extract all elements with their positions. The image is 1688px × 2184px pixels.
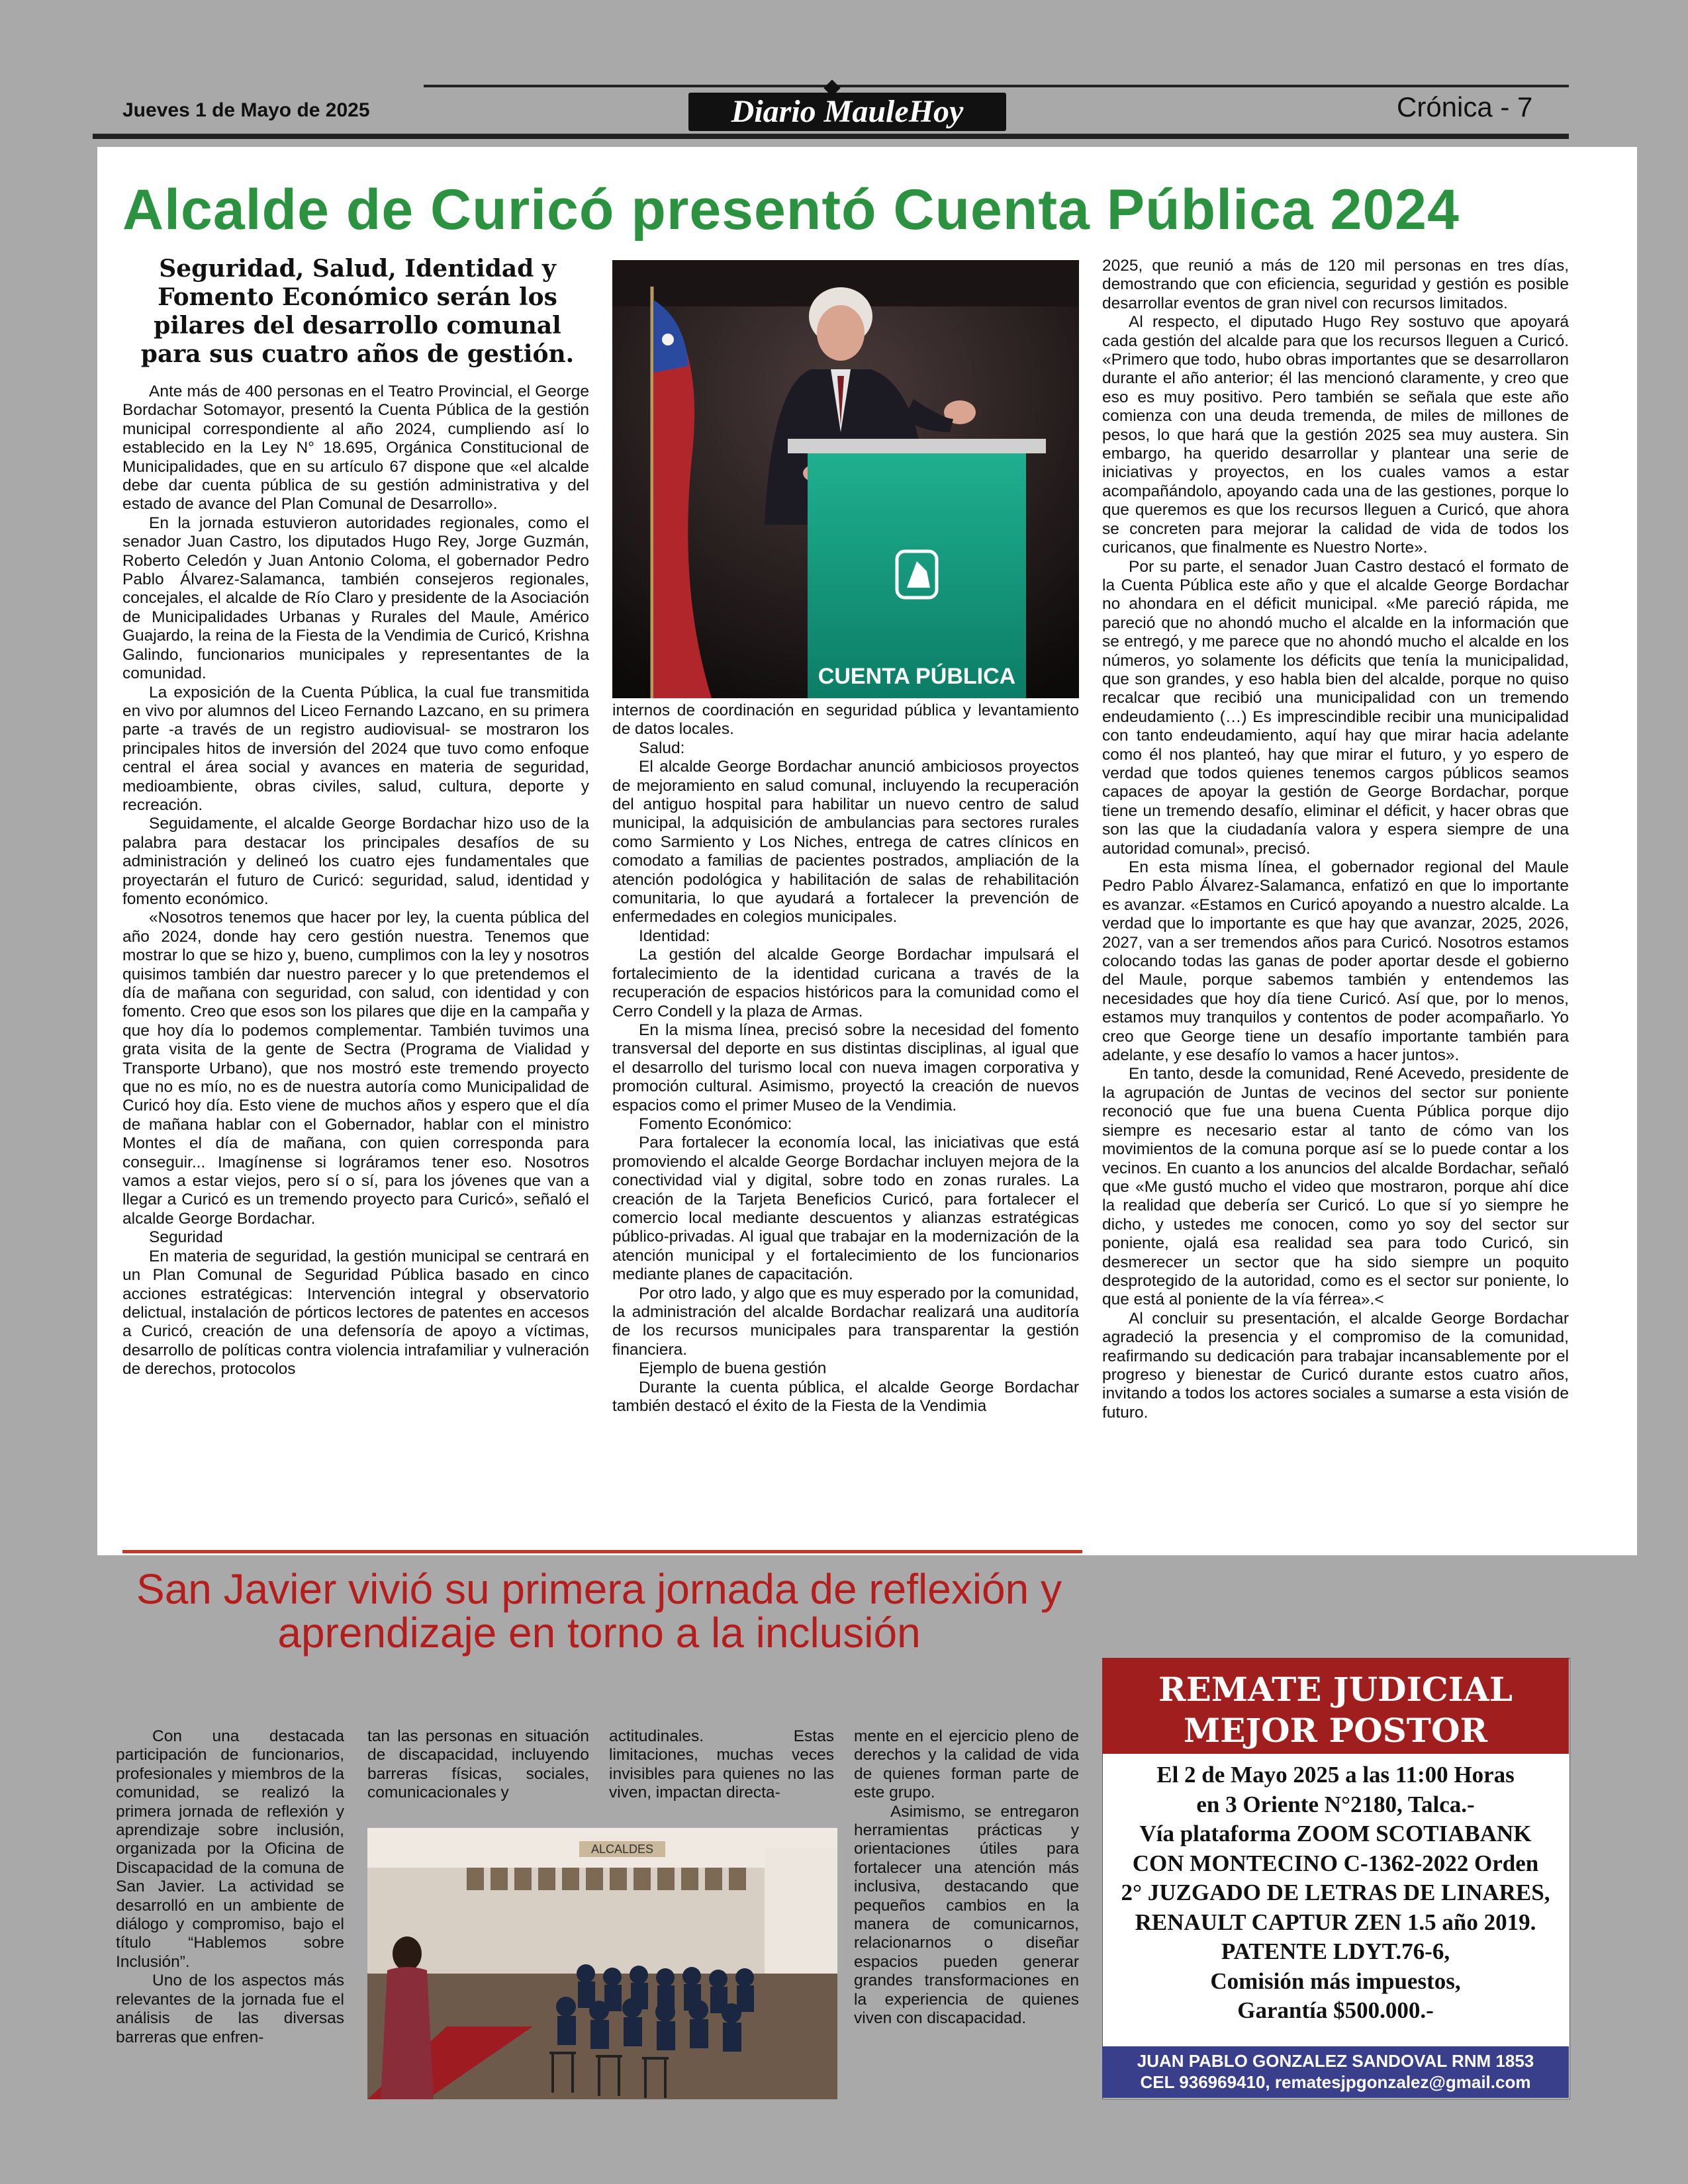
- header-rule-bottom: [93, 134, 1569, 139]
- ad-title-line: REMATE JUDICIAL: [1158, 1670, 1513, 1709]
- ad-line: Garantía $500.000.-: [1237, 1997, 1434, 2023]
- ad-line: en 3 Oriente N°2180, Talca.-: [1196, 1791, 1475, 1817]
- paragraph: En materia de seguridad, la gestión municipal se centrará en un Plan Comunal de Seguridad Pública basado en cinco acciones estratégicas: Intervención integral y observatorio delictual, instalación de pórticos lectores de patentes en accesos a Curicó, creación de una defensoría de apoyo a víctimas, desarrollo de políticas contra violencia intrafamiliar y vulneración de derechos, protocolos: [122, 1247, 589, 1379]
- second-article-column-3: [609, 1727, 834, 1803]
- main-article-subtitle: Seguridad, Salud, Identidad y Fomento Económico serán los pilares del desarrollo comunal para sus cuatro años de gestión.: [140, 255, 575, 368]
- header-rule-top: [424, 85, 1569, 87]
- photo-sign-text: ALCALDES: [590, 1843, 654, 1856]
- paragraph: Uno de los aspectos más relevantes de la jornada fue el análisis de las diversas barreras que enfren-: [116, 1972, 344, 2046]
- paragraph: En esta misma línea, el gobernador regional del Maule Pedro Pablo Álvarez-Salamanca, enfatizó en que lo importante es avanzar. «Estamos en Curicó apoyando a nuestro alcalde. La verdad que lo importante es que hay que avanzar, 2025, 2026, 2027, van a ser tremendos años para Curicó. Nosotros estamos colocando todas las ganas de poder aportar desde el gobierno del Maule, porque sabemos también y entendemos las necesidades que hoy día tiene Curicó. Así que, por lo menos, estamos muy tranquilos y contentos de poder acompañarlo. Yo creo que George tiene un desafío importante también para adelante, y ese desafío lo vamos a hacer juntos».: [1102, 858, 1569, 1065]
- podium-caption: CUENTA PÚBLICA: [818, 664, 1016, 689]
- paragraph: Al respecto, el diputado Hugo Rey sostuvo que apoyará cada gestión del alcalde para que los recursos lleguen a Curicó. «Primero que todo, hubo obras importantes que se desarrollaron durante el año anterior; él las mencionó claramente, y creo que eso es muy positivo. Pero también se señala que este año comienza con una deuda tremenda, de miles de millones de pesos, lo que hará que la gestión 2025 sea muy austera. Sin embargo, ha querido desarrollar y plantear una serie de iniciativas y proyectos, en los cuales vamos a estar acompañándolo, apoyando cada una de las gestiones, porque lo que queremos es que los recursos lleguen a Curicó, que ahora se concreten para mejorar la calidad de vida de todos los curicanos, que finalmente es Nuestro Norte».: [1102, 313, 1569, 557]
- ad-line: Vía plataforma ZOOM SCOTIABANK: [1139, 1821, 1532, 1846]
- mayor-podium-photo: [612, 260, 1079, 698]
- paragraph: En tanto, desde la comunidad, René Acevedo, presidente de la agrupación de Juntas de vecinos del sector sur poniente reconoció que fue una buena Cuenta Pública porque dijo siempre es necesario estar al tanto de cómo van los movimientos de la comuna porque así se lo puede contar a los vecinos. En cuanto a los anuncios del alcalde Bordachar, señaló que «Me gustó mucho el video que mostraron, porque ahí dice la realidad que debería ser Curicó. Lo que sí yo siempre he dicho, y ustedes me conocen, como yo soy del sector sur poniente, ojalá esa realidad sea para todo Curicó, sin desmerecer un sector que ha sido siempre un poquito desprotegido de la autoridad, como es el sector sur poniente, lo que está al poniente de la vía férrea».<: [1102, 1065, 1569, 1309]
- auction-ad-contact: [1102, 2050, 1569, 2093]
- paragraph: Durante la cuenta pública, el alcalde George Bordachar también destacó el éxito de la Fiesta de la Vendimia: [612, 1378, 1079, 1416]
- ad-title-line: MEJOR POSTOR: [1183, 1711, 1488, 1750]
- second-article-title: San Javier vivió su primera jornada de reflexión y aprendizaje en torno a la inclusión: [136, 1565, 1062, 1657]
- ad-line: Comisión más impuestos,: [1210, 1968, 1461, 1994]
- paragraph: Ante más de 400 personas en el Teatro Provincial, el George Bordachar Sotomayor, presentó la Cuenta Pública de la gestión municipal correspondiente al año 2024, cumpliendo así lo establecido en la Ley N° 18.695, Orgánica Constitucional de Municipalidades, que en su artículo 67 dispone que «el alcalde debe dar cuenta pública de su gestión administrativa y del estado de avance del Plan Comunal de Desarrollo».: [122, 383, 589, 514]
- second-article-column-1: [116, 1727, 344, 2047]
- paragraph: 2025, que reunió a más de 120 mil personas en tres días, demostrando que con eficiencia, seguridad y gestión es posible desarrollar eventos de gran nivel con recursos limitados.: [1102, 257, 1569, 312]
- ad-contact-details: CEL 936969410, rematesjpgonzalez@gmail.com: [1140, 2072, 1531, 2092]
- ad-line: 2° JUZGADO DE LETRAS DE LINARES,: [1121, 1880, 1550, 1905]
- auction-ad-title: [1102, 1669, 1569, 1751]
- section-heading: Ejemplo de buena gestión: [639, 1359, 827, 1378]
- second-article-column-4: [854, 1727, 1079, 2028]
- paragraph: La gestión del alcalde George Bordachar impulsará el fortalecimiento de la identidad curicana a través de la recuperación de espacios históricos para la comunidad como el Cerro Condell y la plaza de Armas.: [612, 946, 1079, 1021]
- section-heading: Seguridad: [149, 1228, 223, 1247]
- newspaper-logo: Diario MauleHoy: [688, 93, 1006, 131]
- paragraph: Asimismo, se entregaron herramientas prácticas y orientaciones útiles para fortalecer una atención más inclusiva, destacando que pequeños cambios en la manera de comunicarnos, relacionarnos o diseñar espacios pueden generar grandes transformaciones en la experiencia de quienes viven con discapacidad.: [854, 1802, 1079, 2028]
- paragraph: Por su parte, el senador Juan Castro destacó el formato de la Cuenta Pública este año y que el alcalde George Bordachar no ahondara en el déficit municipal. «Me pareció rápida, me pareció que no ahondó mucho el alcalde en la información que se entregó, y me parece que no ahondó mucho el alcalde en los números, yo solamente los déficits que tenía la municipalidad, que son grandes, y eso habla bien del alcalde, porque no quiso recalcar que recibió una municipalidad con un tremendo endeudamiento (…) Es imprescindible recibir una municipalidad con tanto endeudamiento, aquí hay que mirar hacia adelante como él nos planteó, hay que mirar el futuro, y yo espero de verdad que todos quienes tenemos cargos públicos seamos capaces de apoyar la gestión de George Bordachar, porque tiene un tremendo desafío, eliminar el déficit, y hacer obras que son las que la ciudadanía valora y espera siempre de una autoridad comunal», precisó.: [1102, 557, 1569, 858]
- ad-line: RENAULT CAPTUR ZEN 1.5 año 2019.: [1135, 1909, 1536, 1935]
- photo-illustration: [612, 260, 1079, 698]
- section-heading: Fomento Económico:: [639, 1115, 792, 1133]
- paragraph: Seguidamente, el alcalde George Bordachar hizo uso de la palabra para destacar los principales desafíos de su administración y delineó los cuatro ejes fundamentales que proyectarán el futuro de Curicó: seguridad, salud, identidad y fomento económico.: [122, 815, 589, 908]
- paragraph: tan las personas en situación de discapacidad, incluyendo barreras físicas, sociales, comunicacionales y: [367, 1727, 589, 1802]
- paragraph: En la misma línea, precisó sobre la necesidad del fomento transversal del deporte en sus distintas disciplinas, al igual que el desarrollo del turismo local con nueva imagen corporativa y promoción cultural. Asimismo, proyectó la creación de nuevos espacios como el primer Museo de la Vendimia.: [612, 1021, 1079, 1115]
- paragraph: internos de coordinación en seguridad pública y levantamiento de datos locales.: [612, 702, 1079, 739]
- paragraph: «Nosotros tenemos que hacer por ley, la cuenta pública del año 2024, donde hay cero gestión nuestra. Tenemos que mostrar lo que se hizo y, bueno, cumplimos con la ley y nosotros quisimos también dar nuestro parecer y lo que pretendemos el día de mañana con seguridad, con salud, con identidad y con fomento. Creo que esos son los pilares que dije en la campaña y que hoy día lo podemos complementar. También tuvimos una grata visita de la gente de Sectra (Programa de Vialidad y Transporte Urbano), que nos mostró este tremendo proyecto que no es mío, no es de nuestra autoría como Municipalidad de Curicó hoy día. Esto viene de muchos años y espero que el día de mañana hablar con el Gobernador, hablar con el ministro Montes el día de mañana, con quien corresponda para conseguir... Imagínense si lográramos tener eso. Nosotros vamos a estar viejos, pero sí o sí, para los jóvenes que van a llegar a Curicó es un tremendo proyecto para Curicó», señaló el alcalde George Bordachar.: [122, 909, 589, 1228]
- auction-ad-body: [1102, 1760, 1569, 2026]
- main-article-title: Alcalde de Curicó presentó Cuenta Pública 2024: [122, 178, 1460, 242]
- paragraph: Por otro lado, y algo que es muy esperado por la comunidad, la administración del alcalde Bordachar realizará una auditoría de los recursos municipales para transparentar la gestión financiera.: [612, 1284, 1079, 1359]
- inclusion-workshop-photo: [367, 1828, 837, 2099]
- paragraph: Al concluir su presentación, el alcalde George Bordachar agradeció la presencia y el compromiso de la comunidad, reafirmando su dedicación para trabajar incansablemente por el progreso y bienestar de Curicó durante estos cuatro años, invitando a todos los actores sociales a sumarse a esta visión de futuro.: [1102, 1309, 1569, 1422]
- section-heading: Salud:: [639, 739, 685, 757]
- main-article-column-1: [122, 383, 589, 1379]
- ad-line: El 2 de Mayo 2025 a las 11:00 Horas: [1156, 1762, 1515, 1788]
- second-article-column-2: [367, 1727, 589, 1803]
- paragraph: Con una destacada participación de funcionarios, profesionales y miembros de la comunidad, se realizó la primera jornada de reflexión y aprendizaje sobre inclusión, organizada por la Oficina de Discapacidad de la comuna de San Javier. La actividad se desarrolló en un ambiente de diálogo y compromiso, bajo el título “Hablemos sobre Inclusión”.: [116, 1727, 344, 1971]
- paragraph: El alcalde George Bordachar anunció ambiciosos proyectos de mejoramiento en salud comunal, incluyendo la recuperación del antiguo hospital para habilitar un nuevo centro de salud municipal, la adquisición de ambulancias para sectores rurales como Sarmiento y Los Niches, entrega de catres clínicos en comodato a familias de pacientes postrados, ampliación de la atención podológica y habilitación de salas de rehabilitación comunitaria, lo que ayudará a fortalecer la prevención de enfermedades en colegios municipales.: [612, 758, 1079, 927]
- ad-contact-name: JUAN PABLO GONZALEZ SANDOVAL RNM 1853: [1137, 2051, 1534, 2071]
- paragraph: La exposición de la Cuenta Pública, la cual fue transmitida en vivo por alumnos del Liceo Fernando Lazcano, en su primera parte -a través de un registro audiovisual- se mostraron los principales hitos de inversión del 2024 que tuvo como enfoque central el área social y avances en materia de seguridad, medioambiente, obras civiles, salud, cultura, deporte y recreación.: [122, 683, 589, 814]
- photo-illustration: [367, 1828, 837, 2099]
- ad-line: CON MONTECINO C-1362-2022 Orden: [1132, 1850, 1539, 1876]
- paragraph: En la jornada estuvieron autoridades regionales, como el senador Juan Castro, los diputados Hugo Rey, Jorge Guzmán, Roberto Celedón y Juan Antonio Coloma, el gobernador Pedro Pablo Álvarez-Salamanca, también consejeros regionales, concejales, el alcalde de Río Claro y presidente de la Asociación de Municipalidades Urbanas y Rurales del Maule, Américo Guajardo, la reina de la Fiesta de la Vendimia de Curicó, Krishna Galindo, funcionarios municipales y representantes de la comunidad.: [122, 514, 589, 683]
- issue-date: Jueves 1 de Mayo de 2025: [122, 99, 370, 121]
- section-heading: Identidad:: [639, 927, 710, 945]
- paragraph: actitudinales. Estas limitaciones, muchas veces invisibles para quienes no las viven, impactan directa-: [609, 1727, 834, 1802]
- ad-line: PATENTE LDYT.76-6,: [1221, 1938, 1450, 1964]
- main-article-column-2: [612, 702, 1079, 1416]
- paragraph: Para fortalecer la economía local, las iniciativas que está promoviendo el alcalde George Bordachar incluyen mejora de la conectividad vial y digital, sobre todo en zonas rurales. La creación de la Tarjeta Beneficios Curicó, para fortalecer el comercio local mediante descuentos y alianzas estratégicas público-privadas. Al igual que trabajar en la modernización de la atención municipal y el fortalecimiento de los funcionarios mediante planes de capacitación.: [612, 1134, 1079, 1284]
- article-divider: [122, 1550, 1082, 1553]
- main-article-column-3: [1102, 257, 1569, 1422]
- paragraph: mente en el ejercicio pleno de derechos y la calidad de vida de quienes forman parte de este grupo.: [854, 1727, 1079, 1802]
- section-page-label: Crónica - 7: [1397, 91, 1533, 122]
